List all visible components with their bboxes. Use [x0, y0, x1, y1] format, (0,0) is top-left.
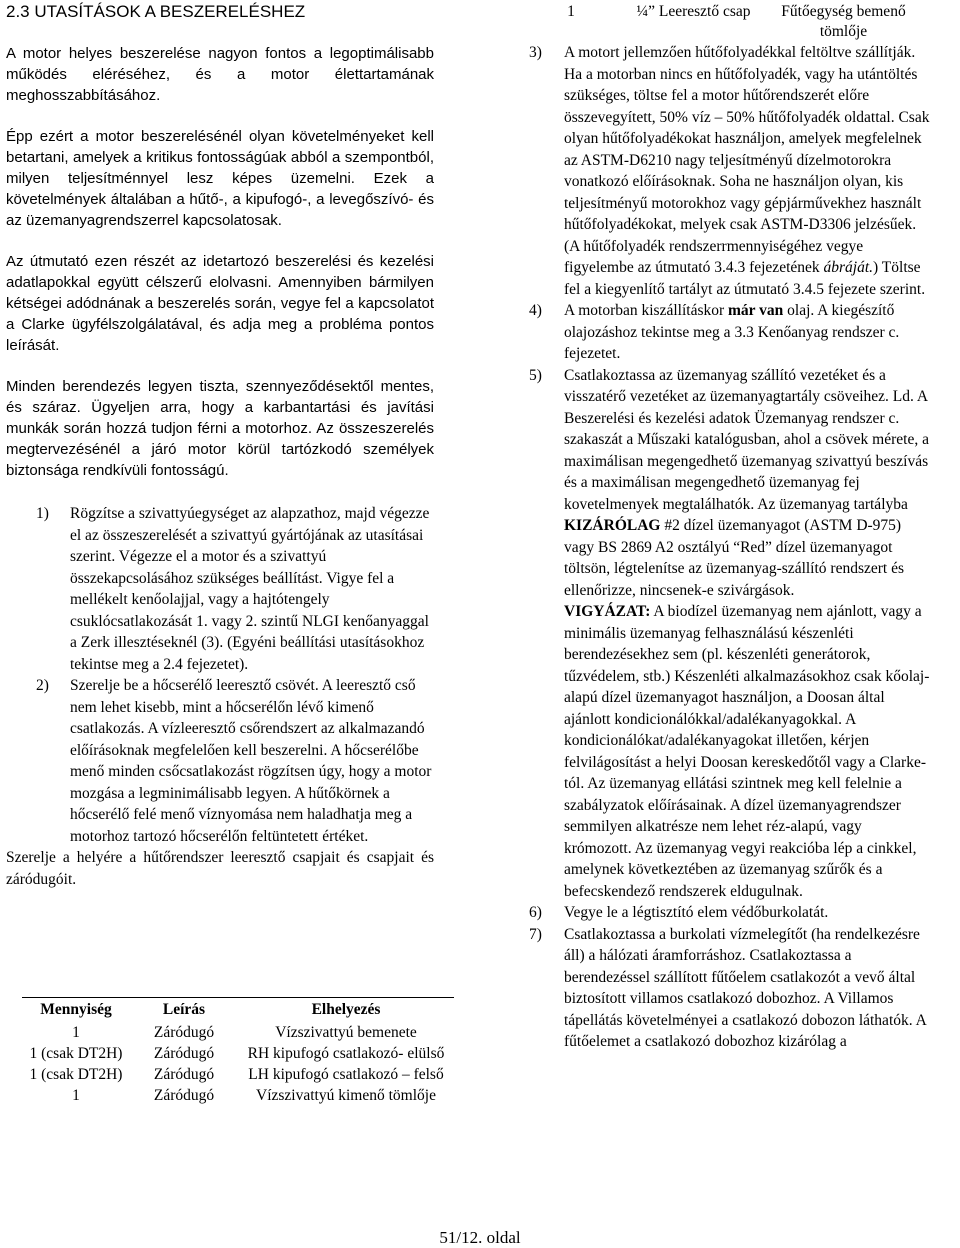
- step-item: [511, 42, 931, 300]
- step-number: 7): [529, 925, 542, 943]
- step-text-main: Csatlakoztassa az üzemanyag szállító vezetéket és a visszatérő vezetéket az üzemanyagtartály csöveihez. Ld. A Beszerelési és kezelési adatok Üzemanyag rendszer c. szakaszát a Műszaki katalógusban, ahol a csövek mérete, a maximálisan megengedhető üzemanyag szivattyú beszívás és a maximálisan megengedhető üzemanyag fej kovetelmenyek megtalálhatók. Az üzemanyag tartályba: [564, 366, 929, 513]
- table-cell: RH kipufogó csatlakozó- elülső: [247, 1045, 445, 1062]
- step-text-bold: már van: [728, 302, 784, 319]
- step-text-bold: KIZÁRÓLAG: [564, 517, 661, 534]
- table-cell: ¼” Leeresztő csap: [636, 3, 751, 20]
- warning-text: A biodízel üzemanyag nem ajánlott, vagy a minimális üzemanyag felhasználású készenléti berendezésekhez sem (pl. készenléti generátorok, tűzvédelem, stb.) Készenléti alkalmazásokhoz csak kőolaj-alapú dízel üzemanyagot használjon, a Doosan által ajánlott kondicionálókkal/adalékanyagokkal. A kondicionálókat/adalékanyagokat illetően, kérjen felvilágosítást a helyi Doosan kereskedőtől vagy a Clarke-tól. Az üzemanyag ellátási szintnek meg kell felelnie a szabályzatok előírásainak. A dízel üzemanyagrendszer semmilyen alkatrésze nem lehet réz-alapú, vagy krómozott. Az üzemanyag vegyi reakcióba lép a cinkkel, amelynek következtében az üzemanyag szűrők és a befecskendező rendszerek eldugulnak.: [564, 603, 930, 900]
- install-steps-left: [6, 503, 434, 847]
- step-text: Rögzítse a szivattyúegységet az alapzathoz, majd végezze el az összeszerelését a szivattyú gyártójának az utasításai szerint. Végezze el a motor és a szivattyú összekapcsolásához szükséges beállítást. Vigye fel a mellékelt kenőolajjal, vagy a hajtótengely csuklócsatlakozását 1. vagy 2. szintű NLGI kenőanyaggal a Zerk illesztéseknél (3). (Egyéni beállítási utasításokhoz tekintse meg a 2.4 fejezetet).: [70, 505, 430, 673]
- step-number: 1): [36, 505, 49, 522]
- step-text: Csatlakoztassa a burkolati vízmelegítőt (ha rendelkezésre áll) a hálózati áramforráshoz. Csatlakoztassa a berendezéssel szállított fűtőelem csatlakozót a vevő által biztosított villamos csatlakozó dobozhoz. A Villamos tápellátás követelményei a csatlakozó dobozon láthatók. A fűtőelemet a csatlakozó dobozhoz kizárólag a: [564, 925, 926, 1050]
- step-number: 5): [529, 366, 542, 384]
- table-cell: LH kipufogó csatlakozó – felső: [248, 1066, 444, 1083]
- table-cell: 1: [72, 1087, 80, 1104]
- table-row: [22, 1022, 454, 1043]
- closing-paragraph: Szerelje a helyére a hűtőrendszer leeresztő csapjait és csapjait és záródugóit.: [6, 849, 434, 888]
- step-item: [511, 300, 931, 365]
- step-item: [6, 503, 434, 675]
- step-number: 4): [529, 302, 542, 319]
- page-number: 51/12. oldal: [439, 1228, 521, 1247]
- table-cell: Záródugó: [153, 1024, 215, 1041]
- table-cell: Fűtőegység bemenő tömlője: [781, 3, 906, 40]
- left-column: [6, 0, 434, 890]
- table-cell: Záródugó: [153, 1087, 215, 1104]
- install-steps-right: [511, 42, 931, 1053]
- step-number: 2): [36, 677, 49, 694]
- table-cell: Záródugó: [153, 1066, 215, 1083]
- step-text: [564, 365, 931, 903]
- table-cell: Záródugó: [153, 1045, 215, 1062]
- table-row: [22, 1043, 454, 1064]
- column-header-quantity: Mennyiség: [40, 1001, 112, 1018]
- step-text-emphasis: ábráját.: [823, 259, 874, 276]
- table-cell: 1: [72, 1024, 80, 1041]
- table-cell: Vízszivattyú kimenő tömlője: [256, 1087, 436, 1104]
- step-item: [511, 902, 931, 924]
- drain-plug-table-continued: [511, 2, 931, 42]
- step-number: 6): [529, 904, 542, 921]
- step-item: [511, 365, 931, 903]
- step-text-tail: olaj. A kiegészítő olajozáshoz tekintse meg a 3.3 Kenőanyag rendszer c. fejezetet.: [564, 302, 900, 362]
- step-text: [564, 42, 931, 300]
- paragraph-cleanliness: Minden berendezés legyen tiszta, szennyeződésektől mentes, és száraz. Ügyeljen arra, hogy a karbantartási és javítási munkák során hozzá tudjon férni a motorhoz. Az összeszerelés megtervezésénél a járó motor körül tartózkodó személyek biztonsága rendkívüli fontosságú.: [6, 378, 434, 479]
- table-row: [22, 1085, 454, 1106]
- step-text: Vegye le a légtisztító elem védőburkolatát.: [564, 904, 829, 921]
- table-row: [511, 2, 931, 42]
- paragraph-guide: Az útmutató ezen részét az idetartozó beszerelési és kezelési adatlapokkal együtt célszerű elolvasni. Amennyiben bármilyen kétségei adódnának a beszerelés során, vegye fel a kapcsolatot a Clarke ügyfélszolgálatával, és adja meg a probléma pontos leírását.: [6, 253, 434, 354]
- step-text-tail: ) Töltse fel a kiegyenlítő tartályt az útmutató 3.4.5 fejezete szerint.: [564, 259, 926, 298]
- step-text: Szerelje be a hőcserélő leeresztő csövét. A leeresztő cső nem lehet kisebb, mint a hőcserélőn lévő kimenő csatlakozás. A vízleeresztő csőrendszert az alkalmazandó előírásoknak megfelelően kell beszerelni. A hőcserélőbe menő minden csőcsatlakozást rögzítsen úgy, hogy a motor mozgása a legminimálisabb legyen. A hűtőkörnek a hőcserélő felé menő víznyomása nem haladhatja meg a motorhoz tartozó hőcserélőn feltüntetett értéket.: [70, 677, 432, 845]
- warning-label: VIGYÁZAT:: [564, 603, 651, 620]
- table-cell: 1: [567, 3, 575, 20]
- drain-plug-table: [22, 997, 454, 1106]
- paragraph-requirements: Épp ezért a motor beszerelésénél olyan követelményeket kell betartani, amelyek a kritikus fontosságúak abból a szempontból, milyen teljesítménnyel lesz képes üzemelni. Ezek a követelmények általában a hűtő-, a kipufogó-, a levegőszívó- és az üzemanyagrendszerrel kapcsolatosak.: [6, 128, 434, 229]
- step-text-main: A motorban kiszállításkor: [564, 302, 729, 319]
- table-cell: Vízszivattyú bemenete: [275, 1024, 417, 1041]
- column-header-description: Leírás: [162, 1001, 206, 1018]
- table-header-row: [22, 998, 454, 1023]
- step-item: [6, 675, 434, 847]
- table-row: [22, 1064, 454, 1085]
- step-item: [511, 924, 931, 1053]
- table-cell: 1 (csak DT2H): [29, 1066, 123, 1083]
- step-text: [564, 300, 931, 365]
- step-number: 3): [529, 44, 542, 61]
- column-header-location: Elhelyezés: [311, 1001, 381, 1018]
- paragraph-intro: A motor helyes beszerelése nagyon fontos a legoptimálisabb működés eléréséhez, és a motor élettartamának meghosszabbításához.: [6, 45, 434, 104]
- table-cell: 1 (csak DT2H): [29, 1045, 123, 1062]
- section-heading: 2.3 UTASÍTÁSOK A BESZERELÉSHEZ: [6, 2, 306, 21]
- step-text-tail: #2 dízel üzemanyagot (ASTM D-975) vagy BS 2869 A2 osztályú “Red” dízel üzemanyagot töltsön, légtelenítse az üzemanyag-szállító rendszert és ellenőrizze, nincsenek-e szivárgások.: [564, 517, 905, 599]
- step-text-main: A motort jellemzően hűtőfolyadékkal feltöltve szállítják. Ha a motorban nincs en hűtőfolyadék, vagy ha utántöltés szükséges, töltse fel a motor hűtőrendszerét előre összevegyített, 50% víz – 50% hűtőfolyadék oldattal. Csak olyan hűtőfolyadékokat használjon, amelyek megfelelnek az ASTM-D6210 nagy teljesítményű dízelmotorokra vonatkozó előírásoknak. Soha ne használjon olyan, kis teljesítményű motorokhoz vagy gépjárművekhez használt hűtőfolyadékokat, melyek csak ASTM-D3306 jelzésűek. (A hűtőfolyadék rendszerrmennyiségéhez vegye figyelembe az útmutató 3.4.3 fejezetének: [564, 44, 930, 276]
- right-column: [511, 0, 931, 1053]
